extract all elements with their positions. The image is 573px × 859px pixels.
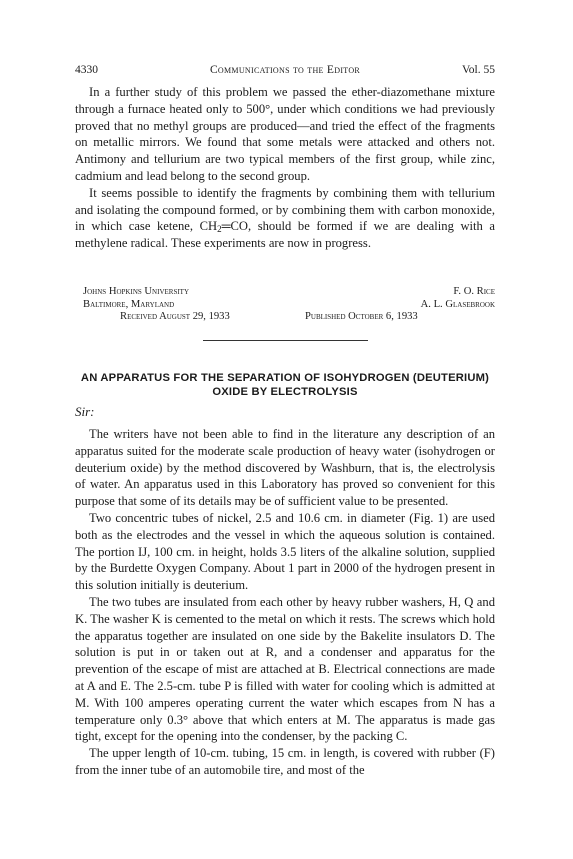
article-title: [75, 372, 495, 399]
letter2-paragraph-1: The writers have not been able to find in the literature any description of an apparatus suited for the moderate scale production of heavy water (isohydrogen or deuterium oxide) by the method discovered by Washburn, that is, the electrolysis of water. An apparatus used in this Laboratory has proved so convenient for this purpose that some of its details may be of sufficient value to be presented.: [75, 427, 495, 509]
letter1-signature: [75, 286, 495, 324]
page-number: 4330: [75, 64, 98, 76]
signature-location: Baltimore, Maryland: [83, 298, 175, 310]
letter1-paragraph-1: In a further study of this problem we passed the ether-diazomethane mixture through a furnace heated only to 500°, under which conditions we had previously proved that no methyl groups are produced—and tried the effect of the fragments on metallic mirrors. We found that some metals were attacked and others not. Antimony and tellurium are two typical members of the first group, while zinc, cadmium and lead belong to the second group.: [75, 85, 495, 183]
signature-author-1: F. O. Rice: [453, 286, 495, 297]
article-title-line-2: OXIDE BY ELECTROLYSIS: [212, 385, 358, 398]
signature-institution: Johns Hopkins University: [83, 286, 190, 297]
page-header: [75, 64, 495, 80]
letter1-paragraph-2: [75, 185, 495, 252]
section-divider: [203, 340, 368, 341]
salutation: Sir:: [75, 404, 95, 419]
letter1-paragraph-2-sub: 2: [217, 224, 222, 235]
letter2-paragraph-2: Two concentric tubes of nickel, 2.5 and 10.6 cm. in diameter (Fig. 1) are used both as the electrodes and the vessel in which the aqueous solution is contained. The portion IJ, 100 cm. in height, holds 3.5 liters of the alkaline solution, supplied by the Burdette Oxygen Company. About 1 part in 2000 of the hydrogen present in this solution initially is deuterium.: [75, 510, 495, 593]
letter1-paragraph-2-before: It seems possible to identify the fragments by combining them with tellurium and isolating the compound formed, or by combining them with carbon monoxide, in which case ketene, CH: [75, 185, 495, 234]
article-title-line-1: AN APPARATUS FOR THE SEPARATION OF ISOHYDROGEN (DEUTERIUM): [80, 372, 490, 384]
letter1-paragraph-2-after: ═CO, should be formed if we are dealing with a methylene radical. These experiments are now in progress.: [75, 219, 496, 251]
letter2-paragraph-4: The upper length of 10-cm. tubing, 15 cm. in length, is covered with rubber (F) from the inner tube of an automobile tire, and most of the: [75, 746, 495, 777]
received-date: Received August 29, 1933: [120, 311, 230, 322]
letter2-paragraph-3: The two tubes are insulated from each other by heavy rubber washers, H, Q and K. The washer K is cemented to the metal on which it rests. The screws which hold the apparatus together are insulated on one side by the Bakelite insulators D. The solution is put in or taken out at R, and a condenser and apparatus for the prevention of the escape of mist are attached at B. Electrical connections are made at A and E. The 2.5-cm. tube P is filled with water for cooling which is admitted at M. With 100 amperes operating current the water which escapes from N has a temperature only 0.3° above that which enters at M. The apparatus is made gas tight, except for the opening into the condenser, by the packing C.: [75, 594, 495, 744]
running-title: Communications to the Editor: [209, 64, 361, 76]
letter2-body: [75, 426, 495, 779]
published-date: Published October 6, 1933: [305, 311, 418, 322]
letter1-body: [75, 84, 495, 252]
volume-label: Vol. 55: [461, 64, 495, 76]
signature-author-2: A. L. Glasebrook: [420, 298, 495, 310]
